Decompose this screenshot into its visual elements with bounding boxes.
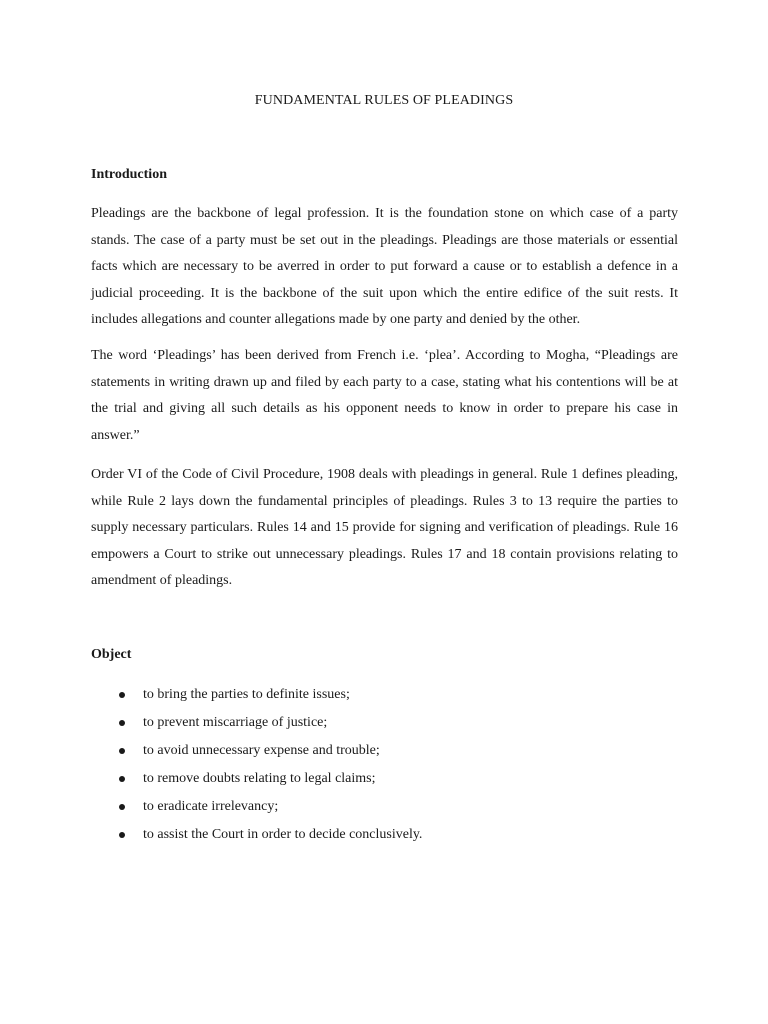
document-title: FUNDAMENTAL RULES OF PLEADINGS xyxy=(254,93,514,108)
bullet-icon xyxy=(119,832,125,838)
list-item-text: to remove doubts relating to legal claims; xyxy=(143,771,376,786)
object-heading: Object xyxy=(91,647,132,662)
introduction-paragraph: Pleadings are the backbone of legal profession. It is the foundation stone on which case of a party stands. The case of a party must be set out in the pleadings. Pleadings are those materials or essential facts which are necessary to be averred in order to put forward a cause or to establish a defence in a judicial proceeding. It is the backbone of the suit upon which the entire edifice of the suit rests. It includes allegations and counter allegations made by one party and denied by the other. xyxy=(91,206,678,327)
object-list xyxy=(91,681,678,849)
introduction-heading: Introduction xyxy=(91,167,167,182)
list-item xyxy=(91,737,678,765)
list-item xyxy=(91,709,678,737)
list-item-text: to assist the Court in order to decide conclusively. xyxy=(143,827,423,842)
bullet-icon xyxy=(119,720,125,726)
list-item-text: to eradicate irrelevancy; xyxy=(143,799,279,814)
list-item-text: to avoid unnecessary expense and trouble; xyxy=(143,743,380,758)
bullet-icon xyxy=(119,748,125,754)
order-vi-paragraph: Order VI of the Code of Civil Procedure, 1908 deals with pleadings in general. Rule 1 defines pleading, while Rule 2 lays down the fundamental principles of pleadings. Rules 3 to 13 require the parties to supply necessary particulars. Rules 14 and 15 provide for signing and verification of pleadings. Rule 16 empowers a Court to strike out unnecessary pleadings. Rules 17 and 18 contain provisions relating to amendment of pleadings. xyxy=(91,467,678,588)
list-item-text: to prevent miscarriage of justice; xyxy=(143,715,328,730)
list-item xyxy=(91,793,678,821)
list-item-text: to bring the parties to definite issues; xyxy=(143,687,350,702)
pleadings-definition-paragraph: The word ‘Pleadings’ has been derived from French i.e. ‘plea’. According to Mogha, “Pleadings are statements in writing drawn up and filed by each party to a case, stating what his contentions will be at the trial and giving all such details as his opponent needs to know in order to prepare his case in answer.” xyxy=(91,348,678,443)
bullet-icon xyxy=(119,692,125,698)
bullet-icon xyxy=(119,776,125,782)
bullet-icon xyxy=(119,804,125,810)
list-item xyxy=(91,821,678,849)
list-item xyxy=(91,681,678,709)
list-item xyxy=(91,765,678,793)
